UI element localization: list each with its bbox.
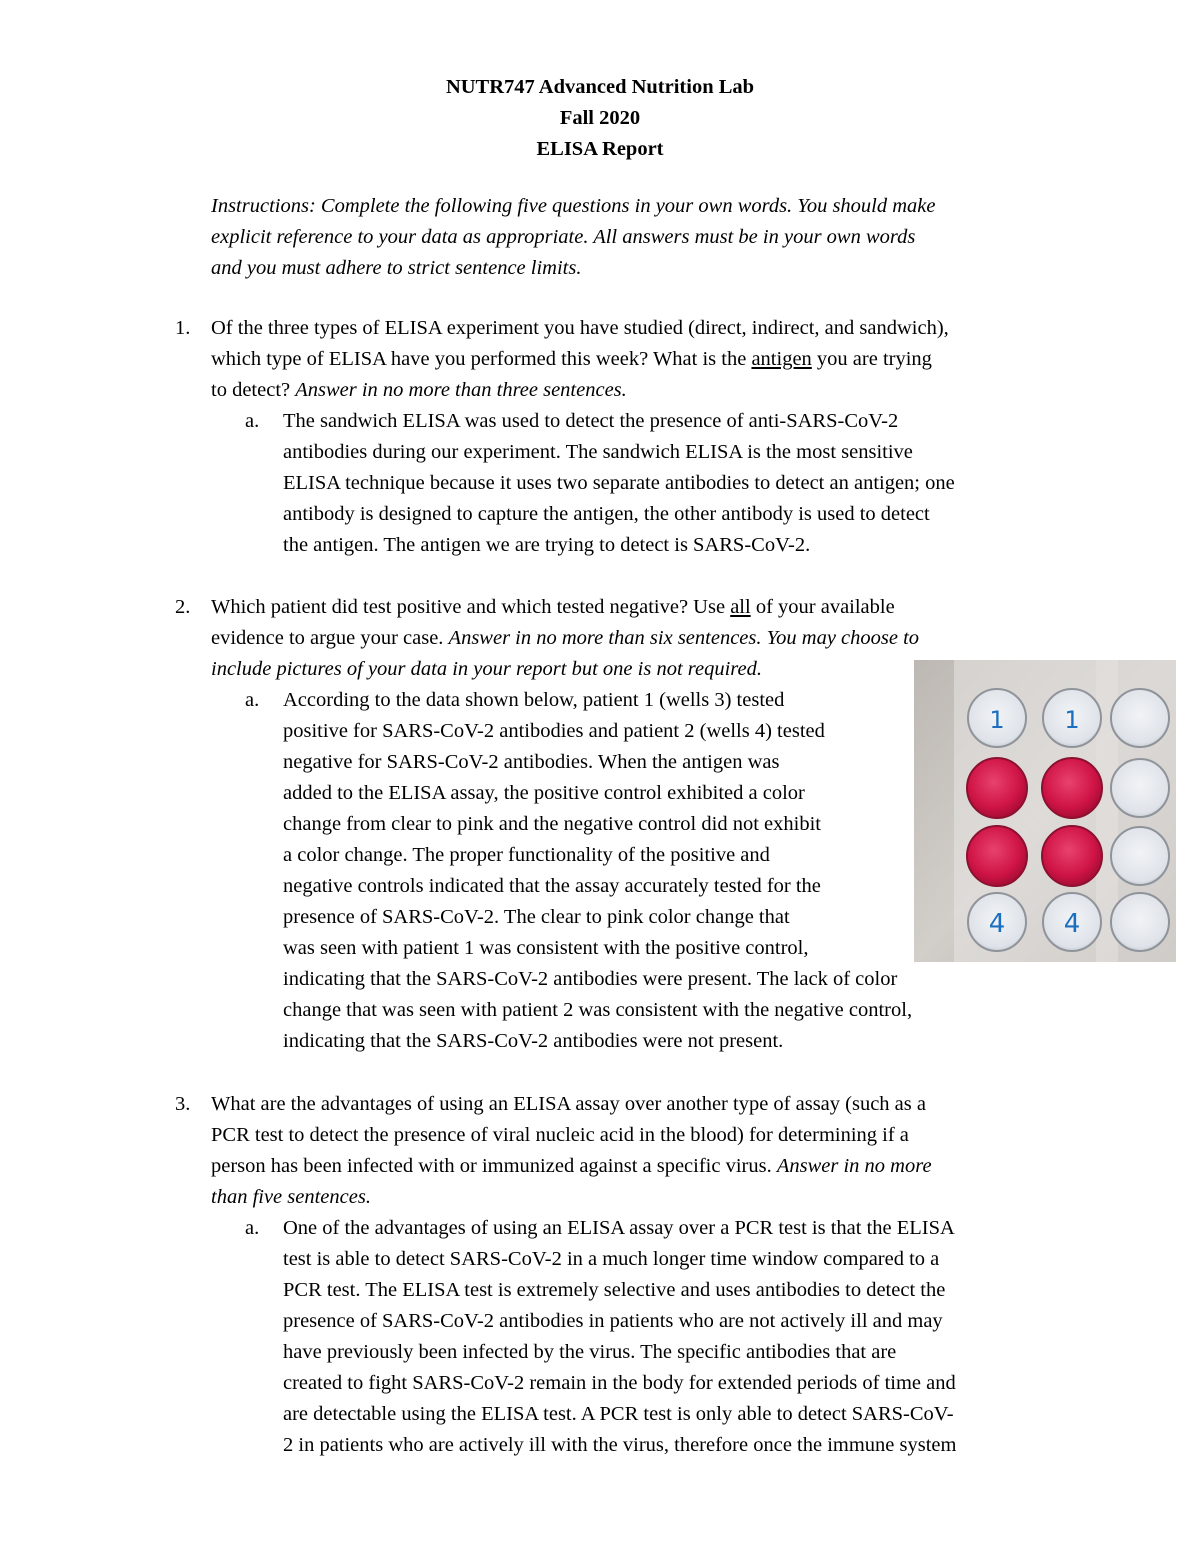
pink-well — [967, 758, 1027, 818]
answer-line: are detectable using the ELISA test. A PCR test is only able to detect SARS-CoV- — [283, 1403, 954, 1425]
well-row-4 — [968, 893, 1169, 951]
underlined-term: antigen — [751, 348, 812, 370]
question-text: which type of ELISA have you performed this week? What is the — [211, 348, 752, 370]
question-line: include pictures of your data in your report but one is not required. — [211, 658, 762, 680]
answer-line: antibodies during our experiment. The sandwich ELISA is the most sensitive — [283, 441, 913, 463]
sentence-limit: Answer in no more than six sentences. You may choose to — [448, 627, 920, 649]
well-row-3 — [967, 826, 1169, 886]
well-label: 4 — [1063, 909, 1081, 939]
pink-well — [967, 826, 1027, 886]
answer-line: antibody is designed to capture the antigen, the other antibody is used to detect — [283, 503, 930, 525]
question-text: you are trying — [811, 348, 932, 370]
well-label: 1 — [989, 706, 1005, 734]
answer-line: have previously been infected by the virus. The specific antibodies that are — [283, 1341, 897, 1363]
answer-letter: a. — [245, 689, 260, 711]
answer-line: indicating that the SARS-CoV-2 antibodies were not present. — [283, 1030, 784, 1052]
underlined-term: all — [730, 596, 751, 618]
answer-line: test is able to detect SARS-CoV-2 in a much longer time window compared to a — [283, 1248, 940, 1270]
pink-well — [1042, 758, 1102, 818]
well — [1111, 893, 1169, 951]
question-text: of your available — [750, 596, 895, 618]
answer-line: PCR test. The ELISA test is extremely selective and uses antibodies to detect the — [283, 1279, 946, 1301]
answer-line: a color change. The proper functionality of the positive and — [283, 844, 770, 866]
report-title: ELISA Report — [536, 138, 664, 160]
question-line: PCR test to detect the presence of viral nucleic acid in the blood) for determining if a — [211, 1124, 909, 1146]
answer-line: the antigen. The antigen we are trying to detect is SARS-CoV-2. — [283, 534, 811, 556]
question-number: 3. — [175, 1093, 191, 1115]
question-line: Of the three types of ELISA experiment you have studied (direct, indirect, and sandwich), — [211, 317, 949, 339]
answer-line: One of the advantages of using an ELISA assay over a PCR test is that the ELISA — [283, 1217, 955, 1239]
question-line — [211, 1151, 932, 1182]
question-number: 1. — [175, 317, 191, 339]
answer-line: The sandwich ELISA was used to detect the presence of anti-SARS-CoV-2 — [283, 410, 899, 432]
answer-letter: a. — [245, 410, 260, 432]
well-row-2 — [967, 758, 1169, 818]
question-line — [211, 592, 919, 623]
well-label: 1 — [1064, 706, 1080, 734]
sentence-limit: Answer in no more than three sentences. — [295, 379, 627, 401]
question-text: person has been infected with or immunized against a specific virus. — [211, 1155, 777, 1177]
well — [1111, 689, 1169, 747]
answer-line: added to the ELISA assay, the positive control exhibited a color — [283, 782, 805, 804]
elisa-plate-photo — [914, 660, 1176, 962]
question-text: Which patient did test positive and which tested negative? Use — [211, 596, 731, 618]
instructions-line: explicit reference to your data as appropriate. All answers must be in your own words — [211, 226, 916, 248]
term: Fall 2020 — [559, 107, 641, 129]
answer-line: change that was seen with patient 2 was consistent with the negative control, — [283, 999, 913, 1021]
answer-line: indicating that the SARS-CoV-2 antibodies were present. The lack of color — [283, 968, 898, 990]
question-line: What are the advantages of using an ELISA assay over another type of assay (such as a — [211, 1093, 926, 1115]
well — [1111, 827, 1169, 885]
question-line: than five sentences. — [211, 1186, 371, 1208]
document-header — [0, 72, 1200, 165]
answer-line: According to the data shown below, patient 1 (wells 3) tested — [283, 689, 785, 711]
answer-line: presence of SARS-CoV-2. The clear to pink color change that — [283, 906, 790, 928]
question-line — [211, 375, 949, 406]
answer-line: was seen with patient 1 was consistent with the positive control, — [283, 937, 809, 959]
answer-line: change from clear to pink and the negative control did not exhibit — [283, 813, 821, 835]
answer-line: positive for SARS-CoV-2 antibodies and patient 2 (wells 4) tested — [283, 720, 825, 742]
course-title: NUTR747 Advanced Nutrition Lab — [445, 76, 755, 98]
instructions-line: Instructions: Complete the following five questions in your own words. You should make — [211, 195, 936, 217]
question-line — [211, 344, 949, 375]
answer-line: negative for SARS-CoV-2 antibodies. When the antigen was — [283, 751, 780, 773]
question-text: evidence to argue your case. — [211, 627, 449, 649]
answer-line: ELISA technique because it uses two separate antibodies to detect an antigen; one — [283, 472, 955, 494]
question-number: 2. — [175, 596, 191, 618]
instructions — [211, 191, 1071, 284]
well-label: 4 — [988, 909, 1006, 939]
answer-line: 2 in patients who are actively ill with the virus, therefore once the immune system — [283, 1434, 957, 1456]
well — [1111, 759, 1169, 817]
pink-well — [1042, 826, 1102, 886]
answer-line: negative controls indicated that the assay accurately tested for the — [283, 875, 821, 897]
answer-line: created to fight SARS-CoV-2 remain in the body for extended periods of time and — [283, 1372, 956, 1394]
question-text: to detect? — [211, 379, 296, 401]
instructions-line: and you must adhere to strict sentence limits. — [211, 257, 582, 279]
question-line — [211, 623, 919, 654]
sentence-limit: Answer in no more — [776, 1155, 932, 1177]
well-row-1 — [968, 689, 1169, 747]
answer-line: presence of SARS-CoV-2 antibodies in patients who are not actively ill and may — [283, 1310, 943, 1332]
answer-letter: a. — [245, 1217, 260, 1239]
